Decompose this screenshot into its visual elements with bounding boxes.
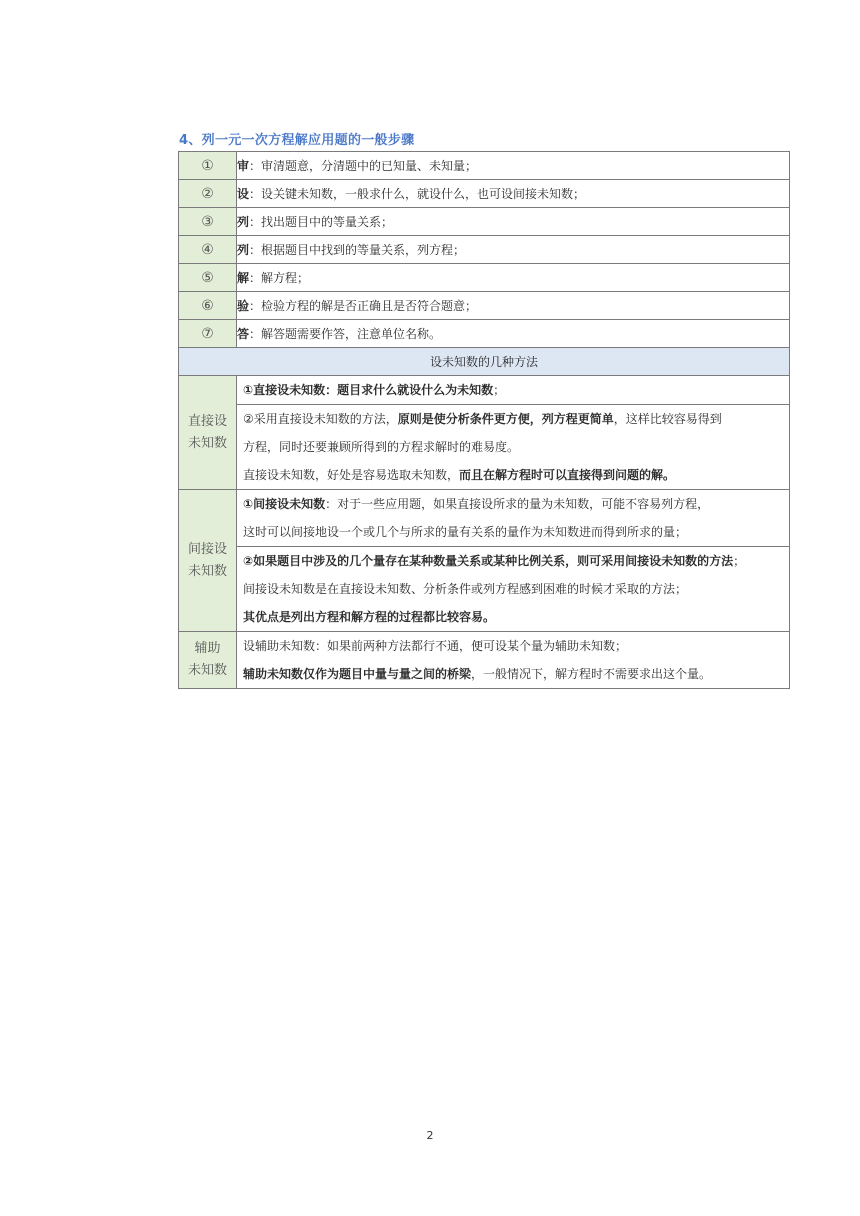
bold-text: ②如果题目中涉及的几个量存在某种数量关系或某种比例关系，则可采用间接设未知数的方法 xyxy=(243,554,734,568)
content-line xyxy=(237,490,789,518)
step-number: ① xyxy=(179,152,237,180)
section-header: 设未知数的几种方法 xyxy=(179,348,790,376)
steps-table xyxy=(178,151,790,689)
method-label-line: 未知数 xyxy=(187,663,227,678)
step-keyword: 答 xyxy=(237,327,250,341)
method-row-indirect xyxy=(179,490,790,632)
step-text xyxy=(237,264,790,292)
step-description: ：找出题目中的等量关系； xyxy=(249,215,394,229)
bold-text: 辅助未知数仅作为题目中量与量之间的桥梁 xyxy=(243,667,472,681)
step-keyword: 审 xyxy=(237,159,250,173)
method-label-line: 未知数 xyxy=(187,435,227,451)
text: ； xyxy=(733,554,746,568)
step-row xyxy=(179,292,790,320)
method-label-line: 直接设 xyxy=(187,413,227,429)
step-number: ④ xyxy=(179,236,237,264)
content-line: 这时可以间接地设一个或几个与所求的量有关系的量作为未知数进而得到所求的量； xyxy=(243,525,688,539)
text: ； xyxy=(493,383,506,397)
step-text xyxy=(237,180,790,208)
step-description: ：解答题需要作答，注意单位名称。 xyxy=(249,327,442,341)
bold-text: 而且在解方程时可以直接得到问题的解。 xyxy=(459,468,676,482)
step-keyword: 设 xyxy=(237,187,250,201)
step-description: ：检验方程的解是否正确且是否符合题意； xyxy=(249,299,478,313)
step-row xyxy=(179,208,790,236)
step-number: ③ xyxy=(179,208,237,236)
method-label xyxy=(179,490,237,632)
step-text xyxy=(237,320,790,348)
step-text xyxy=(237,152,790,180)
content-line: 方程，同时还要兼顾所得到的方程求解时的难易度。 xyxy=(243,440,520,454)
content-line xyxy=(237,461,789,489)
content-line: 设辅助未知数：如果前两种方法都行不通，便可设某个量为辅助未知数； xyxy=(243,639,628,653)
bold-text: ①间接设未知数 xyxy=(243,497,326,511)
method-content xyxy=(237,632,790,689)
content-line: 其优点是列出方程和解方程的过程都比较容易。 xyxy=(243,610,496,624)
method-label-line: 辅助 xyxy=(194,641,221,656)
bold-text: 原则是使分析条件更方便，列方程更简单 xyxy=(397,412,614,426)
step-text xyxy=(237,208,790,236)
content-line xyxy=(237,546,789,575)
text: ，这样比较容易得到 xyxy=(613,412,722,426)
text: ：对于一些应用题，如果直接设所求的量为未知数，可能不容易列方程， xyxy=(325,497,710,511)
step-row xyxy=(179,236,790,264)
method-content xyxy=(237,376,790,490)
content-line xyxy=(237,660,789,688)
text: ②采用直接设未知数的方法， xyxy=(243,412,398,426)
step-description: ：审清题意，分清题中的已知量、未知量； xyxy=(249,159,478,173)
step-keyword: 列 xyxy=(237,215,250,229)
step-description: ：设关键未知数，一般求什么，就设什么，也可设间接未知数； xyxy=(249,187,586,201)
step-number: ⑥ xyxy=(179,292,237,320)
content-line xyxy=(237,404,789,433)
content-line: 间接设未知数是在直接设未知数、分析条件或列方程感到困难的时候才采取的方法； xyxy=(243,582,688,596)
text: ，一般情况下，解方程时不需要求出这个量。 xyxy=(471,667,712,681)
step-row xyxy=(179,320,790,348)
method-row-auxiliary xyxy=(179,632,790,689)
step-text xyxy=(237,236,790,264)
step-description: ：根据题目中找到的等量关系，列方程； xyxy=(249,243,466,257)
method-content xyxy=(237,490,790,632)
step-keyword: 列 xyxy=(237,243,250,257)
method-row-direct xyxy=(179,376,790,490)
step-row xyxy=(179,264,790,292)
step-number: ⑤ xyxy=(179,264,237,292)
step-keyword: 验 xyxy=(237,299,250,313)
method-label-line: 未知数 xyxy=(187,563,227,579)
step-keyword: 解 xyxy=(237,271,250,285)
step-row xyxy=(179,180,790,208)
content-line xyxy=(237,376,789,404)
step-text xyxy=(237,292,790,320)
step-description: ：解方程； xyxy=(249,271,310,285)
step-row xyxy=(179,152,790,180)
section-header-row xyxy=(179,348,790,376)
method-label xyxy=(179,632,237,689)
page-number: 2 xyxy=(426,1129,434,1142)
method-label-line: 间接设 xyxy=(187,541,227,557)
step-number: ② xyxy=(179,180,237,208)
bold-text: ①直接设未知数：题目求什么就设什么为未知数 xyxy=(243,383,494,397)
step-number: ⑦ xyxy=(179,320,237,348)
section-title: 4、列一元一次方程解应用题的一般步骤 xyxy=(179,133,415,148)
method-label xyxy=(179,376,237,490)
text: 直接设未知数，好处是容易选取未知数， xyxy=(243,468,460,482)
